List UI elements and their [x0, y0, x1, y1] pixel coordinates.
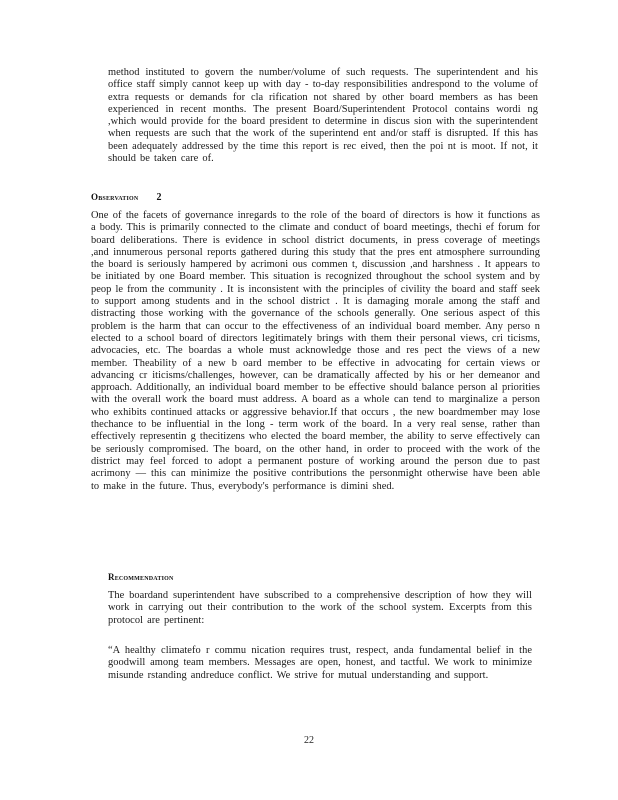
recommendation-heading: Recommendation: [108, 572, 174, 582]
paragraph-protocol-requests: method instituted to govern the number/volume of such requests. The superintendent and his office staff simply cannot keep up with day - to-day responsibilities andrespond to the volume of extra requests or demands for cla rification not shared by other board members as has been experienced in recent months. The present Board/Superintendent Protocol contains wordi ng ,which would provide for the board president to determine in discus sion with the superintendent when requests are such that the work of the superintend ent and/or staff is disrupted. If this has been adequately addressed by the time this report is rec eived, then the poi nt is moot. If not, it should be taken care of.: [108, 67, 538, 165]
paragraph-protocol-intro: The boardand superintendent have subscribed to a comprehensive description of how they will work in carrying out their contribution to the work of the school system. Excerpts from this protocol are pertinent:: [108, 590, 532, 626]
observation-number: 2: [156, 192, 162, 203]
page-number: 22: [304, 735, 314, 746]
observation-label: Observation: [91, 192, 139, 202]
observation-heading: [91, 192, 162, 203]
paragraph-board-governance: One of the facets of governance inregards to the role of the board of directors is how it functions as a body. This is primarily connected to the climate and conduct of board meetings, thechi ef forum for board deliberations. There is evidence in school district documents, in press coverage of meetings ,and innumerous personal reports gathered during this study that the pres ent atmosphere surrounding the board is seriously hampered by acrimoni ous commen t, discussion ,and harshness . It appears to be initiated by one Board member. This situation is recognized throughout the school system and by peop le from the community . It is inconsistent with the principles of civility the board and staff seek to support among students and in the school district . It is damaging morale among the staff and distracting those working with the governance of the schools generally. One serious aspect of this problem is the harm that can occur to the effectiveness of an individual board member. Any perso n elected to a school board of directors legitimately brings with them their personal views, cri ticisms, advocacies, etc. The boardas a whole must acknowledge those and res pect the views of a new member. Theability of a new b oard member to be effective in advocating for certain views or advancing cr iticisms/challenges, however, can be dramatically affected by his or her demeanor and approach. Additionally, an individual board member to be effective should balance person al priorities with the overall work the board must address. A board as a whole can tend to marginalize a person who exhibits continued attacks or aggressive behavior.If that occurs , the new boardmember may lose thechance to be influential in the long - term work of the board. In a very real sense, rather than effectively representin g thecitizens who elected the board member, the ability to serve effectively can be seriously compromised. The board, on the other hand, in order to proceed with the work of the district may feel forced to adopt a permanent posture of working around the person due to past acrimony — this can minimize the positive contributions the personmight otherwise have been able to make in the future. Thus, everybody's performance is dimini shed.: [91, 210, 540, 492]
protocol-quote: “A healthy climatefo r commu nication requires trust, respect, anda fundamental belief in the goodwill among team members. Messages are open, honest, and tactful. We work to minimize misunde rstanding andreduce conflict. We strive for mutual understanding and support.: [108, 645, 532, 681]
